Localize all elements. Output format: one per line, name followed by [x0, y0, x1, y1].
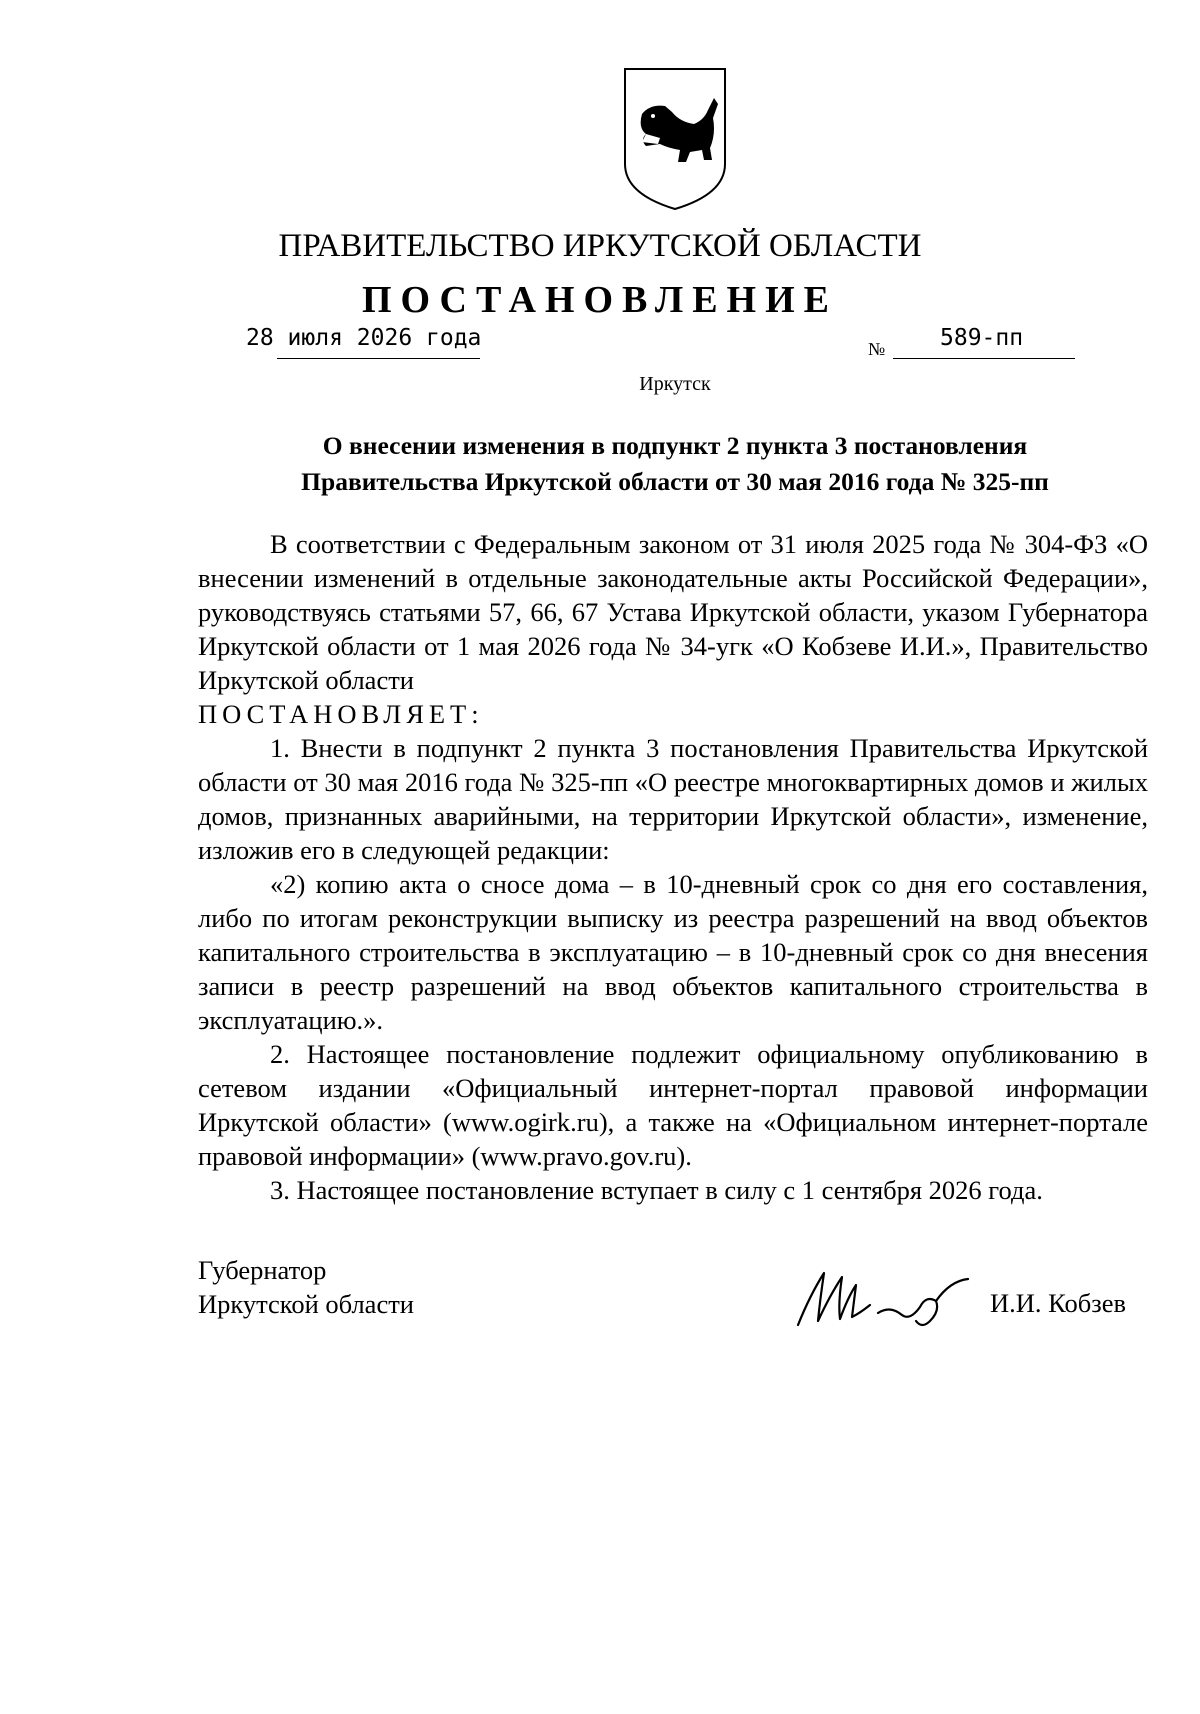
date-underline [277, 358, 480, 359]
number-underline [893, 358, 1075, 359]
title-line-1: О внесении изменения в подпункт 2 пункта 3 постановления [322, 431, 1028, 460]
coat-of-arms-icon [620, 64, 730, 214]
number-sign: № [868, 339, 886, 359]
item-1-quote-paragraph: «2) копию акта о сносе дома – в 10-дневный срок со дня его составления, либо по итогам реконструкции выписку из реестра разрешений на ввод объектов капитального строительства в эксплуатацию – в 10-дневный срок со дня внесения записи в реестр разрешений на ввод объектов капитального строительства в эксплуатацию.». [198, 869, 1148, 1035]
document-title [200, 428, 1150, 500]
preamble-paragraph: В соответствии с Федеральным законом от 31 июля 2025 года № 304-ФЗ «О внесении изменений в отдельные законодательные акты Российской Федерации», руководствуясь статьями 57, 66, 67 Устава Иркутской области, указом Губернатора Иркутской области от 1 мая 2026 года № 34-угк «О Кобзеве И.И.», Правительство Иркутской области [198, 529, 1148, 695]
signer-position-line-1: Губернатор [198, 1255, 327, 1285]
document-type: ПОСТАНОВЛЕНИЕ [361, 279, 839, 321]
signer-position [198, 1253, 414, 1321]
item-1-paragraph: 1. Внести в подпункт 2 пункта 3 постановления Правительства Иркутской области от 30 мая 2016 года № 325-пп «О реестре многоквартирных домов и жилых домов, признанных аварийными, на территории Иркутской области», изменение, изложив его в следующей редакции: [198, 733, 1148, 865]
item-2-paragraph: 2. Настоящее постановление подлежит официальному опубликованию в сетевом издании «Официальный интернет-портал правовой информации Иркутской области» (www.ogirk.ru), а также на «Официальном интернет-портале правовой информации» (www.pravo.gov.ru). [198, 1039, 1148, 1171]
document-number: 589-пп [940, 325, 1024, 351]
handwritten-signature [790, 1255, 990, 1335]
document-body [198, 527, 1148, 1207]
title-line-2: Правительства Иркутской области от 30 мая 2016 года № 325-пп [301, 467, 1049, 496]
resolves-heading: ПОСТАНОВЛЯЕТ: [198, 699, 484, 729]
document-date: 28 июля 2026 года [246, 325, 482, 351]
signer-name: И.И. Кобзев [990, 1288, 1126, 1318]
item-3-paragraph: 3. Настоящее постановление вступает в силу с 1 сентября 2026 года. [270, 1175, 1043, 1205]
signer-position-line-2: Иркутской области [198, 1289, 414, 1319]
city-name: Иркутск [639, 373, 711, 395]
organization-name: ПРАВИТЕЛЬСТВО ИРКУТСКОЙ ОБЛАСТИ [278, 228, 922, 264]
